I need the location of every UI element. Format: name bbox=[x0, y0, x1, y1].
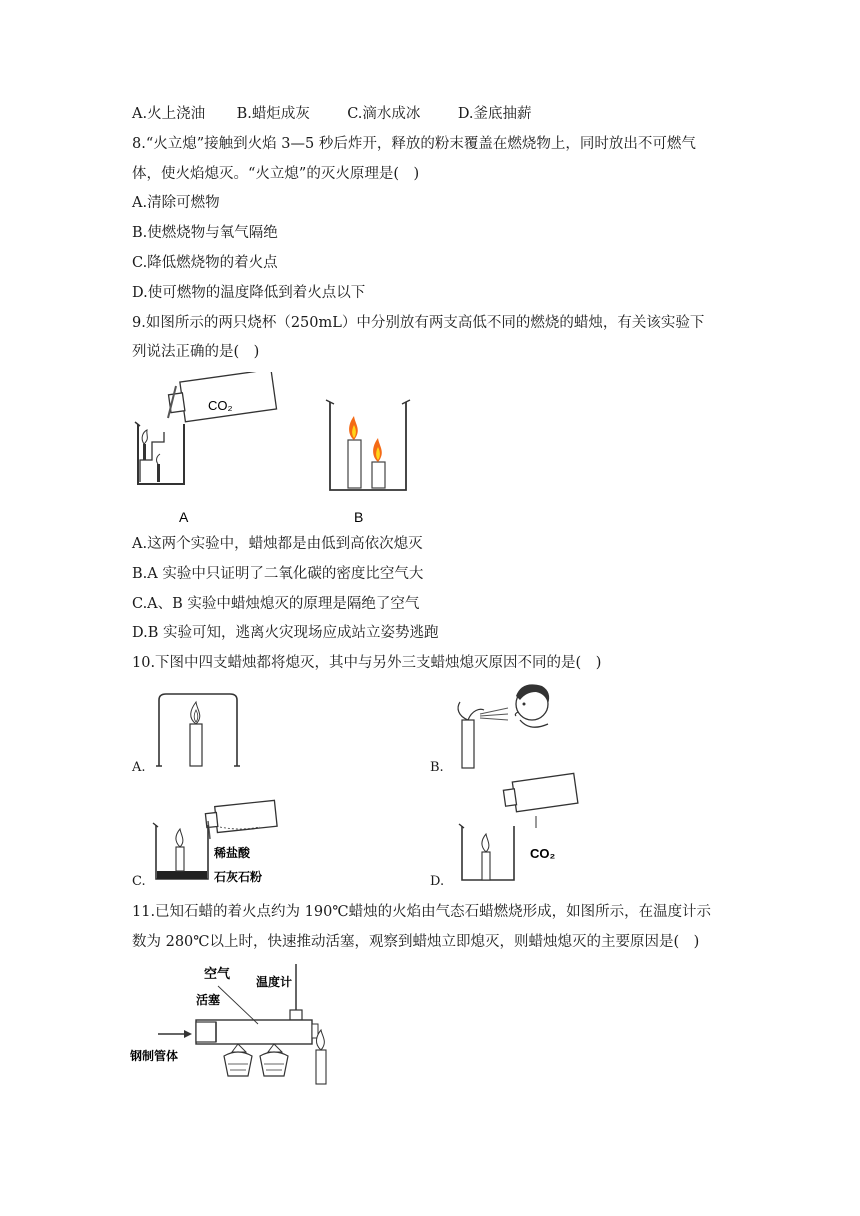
q8-stem-line2: 体，使火焰熄灭。“火立熄”的灭火原理是( ) bbox=[132, 166, 420, 182]
q7-option-a: A.火上浇油 bbox=[132, 106, 206, 122]
q10-figure-b bbox=[450, 680, 560, 772]
q8-stem-line1: 8.“火立熄”接触到火焰 3—5 秒后炸开，释放的粉末覆盖在燃烧物上，同时放出不可燃气 bbox=[132, 136, 696, 152]
q8-option-b: B.使燃烧物与氧气隔绝 bbox=[132, 225, 278, 241]
q11-figure bbox=[128, 960, 338, 1090]
c-acid-label: 稀盐酸 bbox=[214, 846, 251, 860]
q10-label-a: A. bbox=[132, 760, 146, 775]
q11-tube-label: 钢制管体 bbox=[130, 1049, 179, 1063]
alcohol-lamp-1 bbox=[224, 1044, 252, 1076]
alcohol-lamp-2 bbox=[260, 1044, 288, 1076]
q9-option-d: D.B 实验可知，逃离火灾现场应成站立姿势逃跑 bbox=[132, 625, 439, 641]
q11-stem-line1: 11.已知石蜡的着火点约为 190℃蜡烛的火焰由气态石蜡燃烧形成，如图所示，在温度计示 bbox=[132, 904, 712, 920]
q7-option-c: C.滴水成冰 bbox=[347, 106, 421, 122]
q9-option-b: B.A 实验中只证明了二氧化碳的密度比空气大 bbox=[132, 566, 424, 582]
q9-option-c: C.A、B 实验中蜡烛熄灭的原理是隔绝了空气 bbox=[132, 596, 420, 612]
q10-label-b: B. bbox=[430, 760, 444, 775]
q10-figure-d bbox=[452, 770, 582, 888]
q9-stem-line1: 9.如图所示的两只烧杯（250mL）中分别放有两支高低不同的燃烧的蜡烛，有关该实验下 bbox=[132, 315, 705, 331]
q9-figure-a bbox=[128, 372, 278, 532]
q9-option-a: A.这两个实验中，蜡烛都是由低到高依次熄灭 bbox=[132, 536, 423, 552]
c-powder-label: 石灰石粉 bbox=[214, 870, 263, 884]
q10-figure-a bbox=[154, 690, 244, 772]
q11-stem-line2: 数为 280℃以上时，快速推动活塞，观察到蜡烛立即熄灭，则蜡烛熄灭的主要原因是( ) bbox=[132, 934, 700, 950]
q9-fig-a-label: A bbox=[179, 509, 189, 525]
q11-thermo-label: 温度计 bbox=[256, 975, 293, 989]
q8-option-a: A.清除可燃物 bbox=[132, 195, 220, 211]
q7-option-d: D.釜底抽薪 bbox=[457, 106, 532, 122]
q9-figure-b bbox=[322, 396, 412, 531]
q9-fig-b-label: B bbox=[354, 509, 364, 525]
co2-label: CO₂ bbox=[208, 398, 233, 413]
q9-stem-line2: 列说法正确的是( ) bbox=[132, 344, 260, 360]
q10-label-c: C. bbox=[132, 874, 146, 889]
q10-label-d: D. bbox=[430, 874, 445, 889]
q10-figure-c bbox=[150, 797, 280, 889]
q7-options bbox=[132, 104, 532, 124]
q7-option-b: B.蜡炬成灰 bbox=[236, 106, 310, 122]
q10-stem: 10.下图中四支蜡烛都将熄灭，其中与另外三支蜡烛熄灭原因不同的是( ) bbox=[132, 655, 602, 671]
q11-air-label: 空气 bbox=[204, 966, 231, 981]
q8-option-c: C.降低燃烧物的着火点 bbox=[132, 255, 278, 271]
q11-piston-label: 活塞 bbox=[196, 993, 221, 1007]
q8-option-d: D.使可燃物的温度降低到着火点以下 bbox=[132, 285, 366, 301]
d-co2-label: CO₂ bbox=[530, 846, 556, 861]
